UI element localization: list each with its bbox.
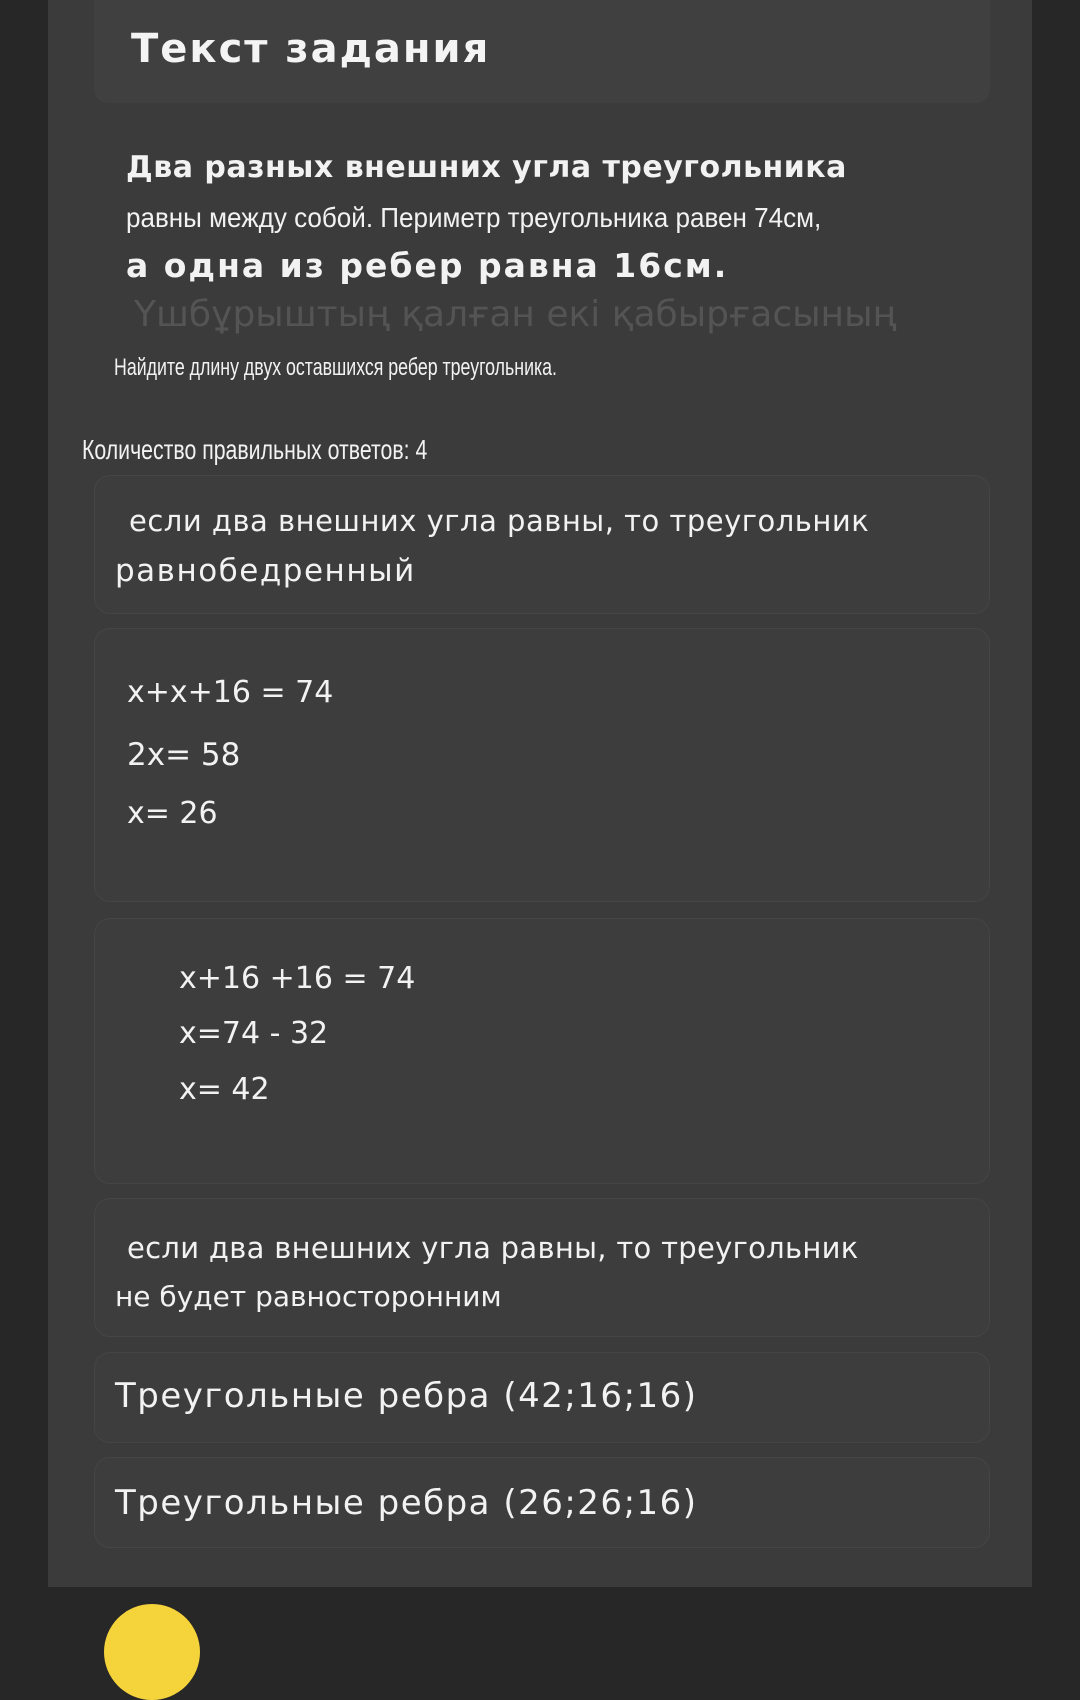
option-6-text: Треугольные ребра (26;26;16): [115, 1483, 698, 1523]
floating-action-button[interactable]: [104, 1604, 200, 1700]
answer-option-2[interactable]: [94, 628, 990, 902]
answer-option-1[interactable]: [94, 475, 990, 614]
task-line-2: равны между собой. Периметр треугольника равен 74см,: [126, 202, 822, 233]
answer-option-4[interactable]: [94, 1198, 990, 1337]
option-5-text: Треугольные ребра (42;16;16): [115, 1376, 698, 1416]
option-2-equation-3: x= 26: [127, 796, 218, 831]
answer-option-5[interactable]: [94, 1352, 990, 1443]
option-4-line-1: если два внешних угла равны, то треугольник: [127, 1231, 859, 1265]
option-4-line-2: не будет равносторонним: [115, 1280, 502, 1313]
title-card: [94, 0, 990, 103]
task-question: Найдите длину двух оставшихся ребер треугольника.: [114, 354, 557, 381]
answer-option-3[interactable]: [94, 918, 990, 1184]
option-1-line-2: равнобедренный: [115, 553, 416, 589]
task-line-1: Два разных внешних угла треугольника: [126, 150, 847, 185]
task-page: [48, 0, 1032, 1587]
option-3-equation-3: x= 42: [179, 1072, 270, 1107]
option-1-line-1: если два внешних угла равны, то треугольник: [129, 504, 870, 538]
option-3-equation-2: x=74 - 32: [179, 1016, 329, 1051]
task-line-3: а одна из ребер равна 16см.: [126, 246, 729, 285]
option-2-equation-2: 2x= 58: [127, 737, 241, 773]
page-title: Текст задания: [131, 26, 491, 72]
answer-option-6[interactable]: [94, 1457, 990, 1548]
option-3-equation-1: x+16 +16 = 74: [179, 961, 416, 996]
option-2-equation-1: x+x+16 = 74: [127, 675, 334, 710]
task-kazakh-line: Үшбұрыштың қалған екі қабырғасының: [134, 294, 897, 335]
answers-count-label: Количество правильных ответов: 4: [82, 434, 428, 465]
